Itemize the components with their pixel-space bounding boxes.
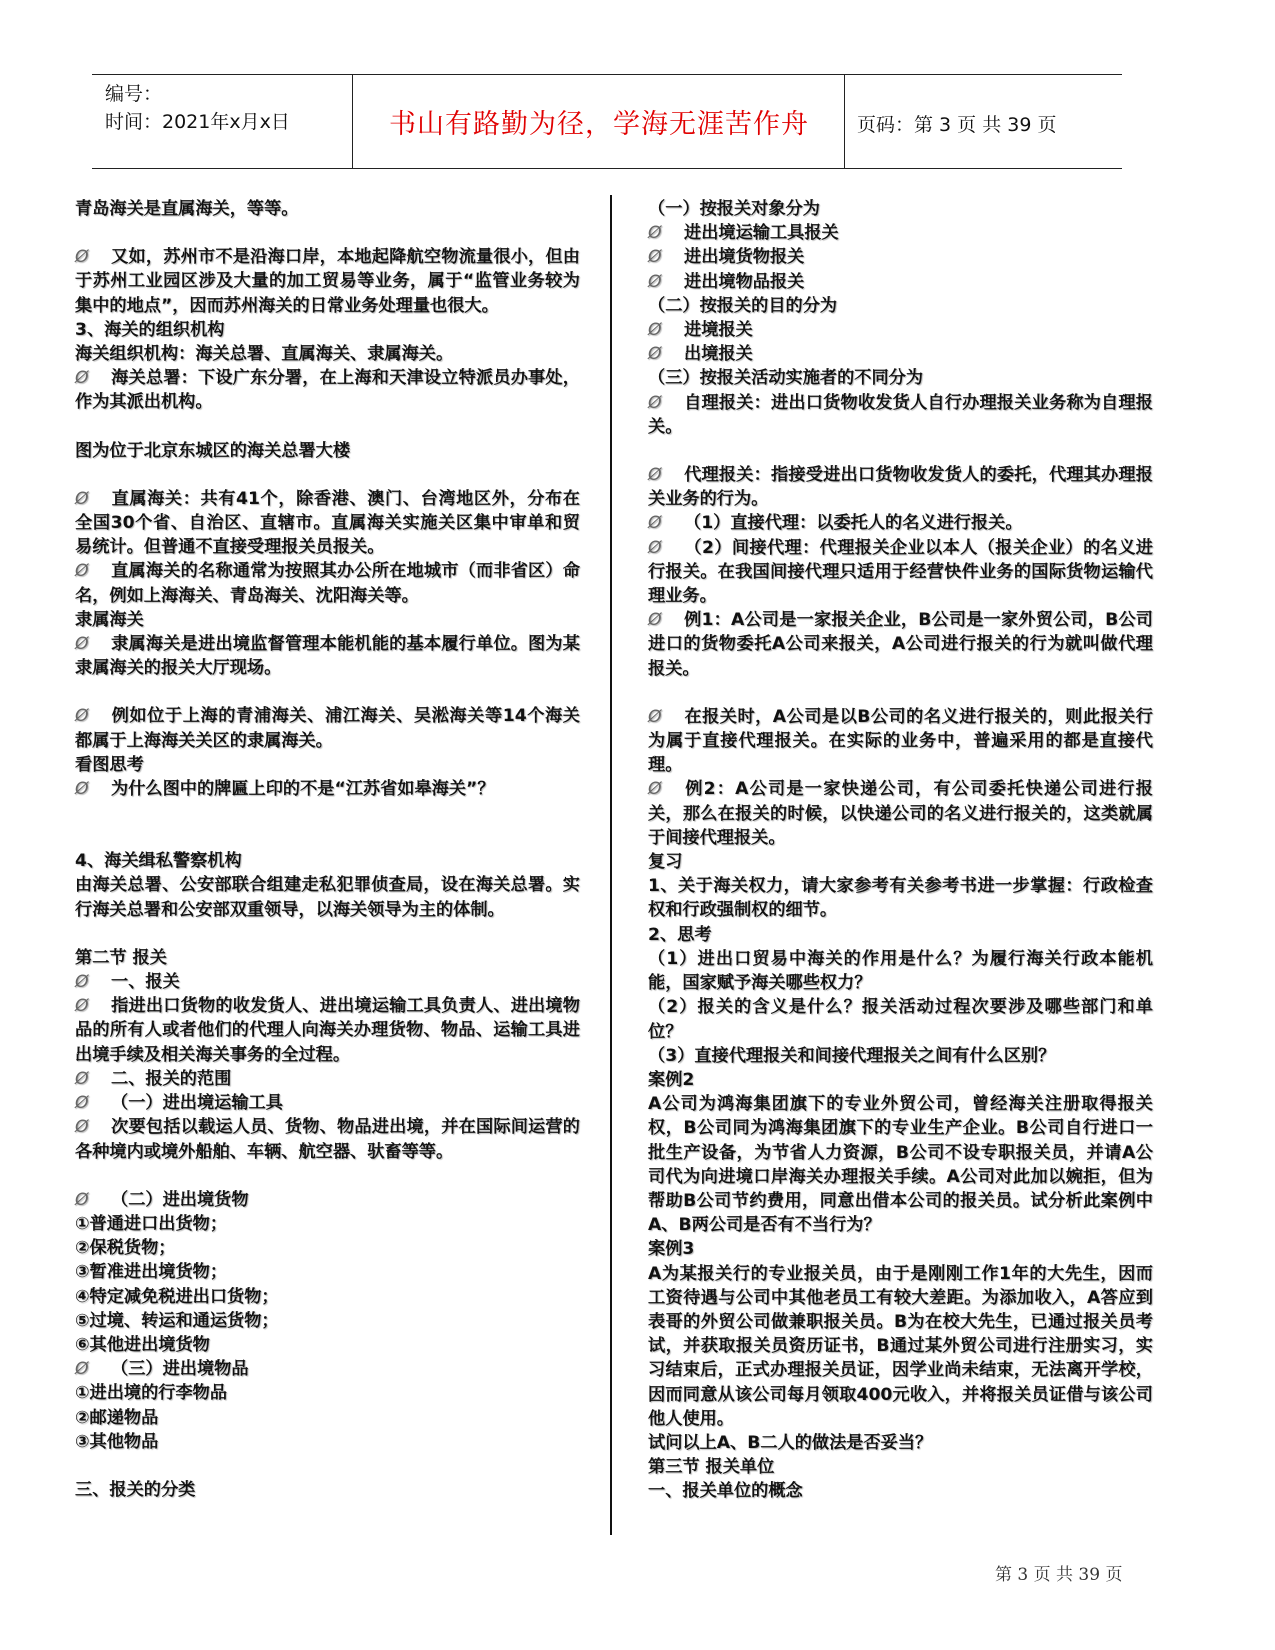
bullet-icon: Ø: [648, 271, 662, 292]
paragraph-text: 青岛海关是直属海关，等等。: [75, 199, 299, 219]
left-paragraph: [75, 849, 580, 873]
right-paragraph: [648, 681, 1153, 705]
bullet-icon: Ø: [75, 1117, 89, 1138]
right-paragraph: [648, 947, 1153, 995]
left-paragraph: [75, 245, 580, 318]
bullet-icon: Ø: [648, 392, 662, 413]
bullet-icon: Ø: [75, 561, 89, 582]
header-divider-left: [352, 75, 353, 168]
right-paragraph: [648, 705, 1153, 778]
right-paragraph: [648, 439, 1153, 463]
header-meta: [105, 80, 290, 136]
bullet-icon: Ø: [75, 368, 89, 389]
paragraph-text: （三）进出境物品: [111, 1359, 249, 1380]
paragraph-text: （一）按报关对象分为: [648, 199, 820, 219]
left-paragraph: [75, 1381, 580, 1405]
right-paragraph: [648, 463, 1153, 511]
left-paragraph: [75, 415, 580, 439]
paragraph-text: 例1：A公司是一家报关企业，B公司是一家外贸公司，B公司进口的货物委托A公司来报关，A公司进行报关的行为就叫做代理报关。: [648, 610, 1153, 679]
paragraph-text: 又如，苏州市不是沿海口岸，本地起降航空物流量很小，但由于苏州工业园区涉及大量的加工贸易等业务，属于“监管业务较为集中的地点”，因而苏州海关的日常业务处理量也很大。: [75, 247, 580, 316]
paragraph-text: 为什么图中的牌匾上印的不是“江苏省如皋海关”？: [111, 779, 495, 800]
right-paragraph: [648, 1044, 1153, 1068]
paragraph-text: （三）按报关活动实施者的不同分为: [648, 368, 924, 389]
paragraph-text: （2）间接代理：代理报关企业以本人（报关企业）的名义进行报关。在我国间接代理只适用于经营快件业务的国际货物运输代理业务。: [648, 537, 1153, 607]
left-paragraph: [75, 753, 580, 777]
paragraph-text: 在报关时，A公司是以B公司的名义进行报关的，则此报关行为属于直接代理报关。在实际的业务中，普遍采用的都是直接代理。: [648, 706, 1153, 776]
left-paragraph: [75, 1260, 580, 1284]
bullet-icon: Ø: [75, 972, 89, 993]
paragraph-text: 案例3: [648, 1239, 695, 1260]
bullet-icon: Ø: [648, 610, 662, 631]
left-paragraph: [75, 1478, 580, 1502]
paragraph-text: 海关组织机构：海关总署、直属海关、隶属海关。: [75, 344, 454, 365]
right-paragraph: [648, 995, 1153, 1043]
right-paragraph: [648, 221, 1153, 245]
left-paragraph: [75, 197, 580, 221]
paragraph-text: A公司为鸿海集团旗下的专业外贸公司，曾经海关注册取得报关权，B公司同为鸿海集团旗下的专业生产企业。B公司自行进口一批生产设备，为节省人力资源，B公司不设专职报关员，并请A公司代为向进境口岸海关办理报关手续。A公司对此加以婉拒，但为帮助B公司节约费用，同意出借本公司的报关员。试分析此案例中A、B两公司是否有不当行为？: [648, 1094, 1153, 1236]
bullet-icon: Ø: [648, 223, 662, 244]
paragraph-text: 出境报关: [684, 344, 753, 365]
paragraph-text: 代理报关：指接受进出口货物收发货人的委托，代理其办理报关业务的行为。: [648, 465, 1153, 510]
bullet-icon: Ø: [75, 996, 89, 1017]
paragraph-text: （1）进出口贸易中海关的作用是什么？为履行海关行政本能机能，国家赋予海关哪些权力？: [648, 948, 1153, 994]
bullet-icon: Ø: [648, 247, 662, 268]
paragraph-text: 2、思考: [648, 924, 712, 945]
bullet-icon: Ø: [648, 513, 662, 534]
paragraph-text: ③暂准进出境货物；: [75, 1262, 228, 1283]
header-time-label: 时间：2021年x月x日: [105, 111, 290, 133]
header-number-label: 编号：: [105, 83, 163, 105]
header-bottom-rule: [92, 168, 1122, 169]
left-paragraph: [75, 1357, 580, 1381]
left-paragraph: [75, 342, 580, 366]
bullet-icon: Ø: [648, 465, 662, 486]
paragraph-text: ①普通进口出货物；: [75, 1213, 228, 1234]
paragraph-text: 3、海关的组织机构: [75, 319, 225, 340]
paragraph-text: 案例2: [648, 1069, 695, 1090]
paragraph-text: 次要包括以载运人员、货物、物品进出境，并在国际间运营的各种境内或境外船舶、车辆、航空器、驮畜等等。: [75, 1117, 580, 1162]
left-paragraph: [75, 825, 580, 849]
left-paragraph: [75, 873, 580, 921]
paragraph-text: （一）进出境运输工具: [111, 1093, 283, 1114]
paragraph-text: 一、报关单位的概念: [648, 1481, 803, 1502]
bullet-icon: Ø: [75, 1189, 89, 1210]
left-paragraph: [75, 777, 580, 801]
left-paragraph: [75, 1430, 580, 1454]
paragraph-text: 进出境货物报关: [684, 247, 805, 268]
paragraph-text: 直属海关的名称通常为按照其办公所在地城市（而非省区）命名，例如上海海关、青岛海关、沈阳海关等。: [75, 561, 580, 606]
paragraph-text: 复习: [648, 852, 683, 873]
paragraph-text: 二、报关的范围: [111, 1068, 232, 1089]
paragraph-text: 由海关总署、公安部联合组建走私犯罪侦查局，设在海关总署。实行海关总署和公安部双重领导，以海关领导为主的体制。: [75, 875, 580, 920]
left-paragraph: [75, 1454, 580, 1478]
paragraph-text: ②保税货物；: [75, 1238, 176, 1259]
column-divider: [610, 195, 612, 1535]
left-paragraph: [75, 1236, 580, 1260]
right-paragraph: [648, 197, 1153, 221]
paragraph-text: 进出境运输工具报关: [684, 223, 839, 244]
left-paragraph: [75, 922, 580, 946]
right-paragraph: [648, 294, 1153, 318]
left-paragraph: [75, 1067, 580, 1091]
left-paragraph: [75, 704, 580, 752]
right-paragraph: [648, 1092, 1153, 1237]
paragraph-text: 三、报关的分类: [75, 1479, 196, 1500]
bullet-icon: Ø: [75, 1359, 89, 1380]
paragraph-text: ⑤过境、转运和通运货物；: [75, 1310, 279, 1331]
right-paragraph: [648, 511, 1153, 535]
paragraph-text: 一、报关: [111, 972, 180, 993]
paragraph-text: 例2：A公司是一家快递公司，有公司委托快递公司进行报关，那么在报关的时候，以快递公司的名义进行报关的，这类就属于间接代理报关。: [648, 779, 1153, 848]
right-paragraph: [648, 342, 1153, 366]
left-paragraph: [75, 221, 580, 245]
paragraph-text: 隶属海关是进出境监督管理本能机能的基本履行单位。图为某隶属海关的报关大厅现场。: [75, 634, 580, 679]
header-top-rule: [92, 74, 1122, 75]
paragraph-text: 1、关于海关权力，请大家参考有关参考书进一步掌握：行政检查权和行政强制权的细节。: [648, 876, 1153, 921]
right-paragraph: [648, 270, 1153, 294]
left-paragraph: [75, 463, 580, 487]
left-paragraph: [75, 632, 580, 680]
right-paragraph: [648, 777, 1153, 850]
left-paragraph: [75, 608, 580, 632]
page-footer: 第 3 页 共 39 页: [995, 1565, 1123, 1585]
left-paragraph: [75, 487, 580, 560]
left-paragraph: [75, 1309, 580, 1333]
paragraph-text: （2）报关的含义是什么？报关活动过程次要涉及哪些部门和单位？: [648, 997, 1153, 1042]
right-paragraph: [648, 245, 1153, 269]
paragraph-text: ④特定减免税进出口货物；: [75, 1286, 279, 1307]
paragraph-text: 海关总署：下设广东分署，在上海和天津设立特派员办事处，作为其派出机构。: [75, 368, 580, 413]
paragraph-text: 4、海关缉私警察机构: [75, 851, 242, 872]
left-paragraph: [75, 970, 580, 994]
paragraph-text: 图为位于北京东城区的海关总署大楼: [75, 440, 351, 461]
paragraph-text: 直属海关：共有41个，除香港、澳门、台湾地区外，分布在全国30个省、自治区、直辖市。直属海关实施关区集中审单和贸易统计。但普通不直接受理报关员报关。: [75, 488, 580, 558]
bullet-icon: Ø: [648, 537, 662, 558]
left-paragraph: [75, 1091, 580, 1115]
right-paragraph: [648, 1455, 1153, 1479]
bullet-icon: Ø: [648, 779, 662, 800]
left-paragraph: [75, 946, 580, 970]
bullet-icon: Ø: [648, 320, 662, 341]
right-paragraph: [648, 1237, 1153, 1261]
right-paragraph: [648, 923, 1153, 947]
right-paragraph: [648, 536, 1153, 609]
right-paragraph: [648, 391, 1153, 439]
left-paragraph: [75, 994, 580, 1067]
paragraph-text: ①进出境的行李物品: [75, 1383, 228, 1404]
paragraph-text: （二）按报关的目的分为: [648, 295, 838, 316]
bullet-icon: Ø: [75, 779, 89, 800]
right-column: [648, 197, 1153, 1504]
right-paragraph: [648, 850, 1153, 874]
paragraph-text: ⑥其他进出境货物: [75, 1334, 210, 1355]
paragraph-text: 看图思考: [75, 754, 144, 775]
left-paragraph: [75, 1188, 580, 1212]
header-page-label: 页码：第 3 页 共 39 页: [857, 114, 1057, 136]
left-paragraph: [75, 318, 580, 342]
left-paragraph: [75, 1333, 580, 1357]
left-paragraph: [75, 1285, 580, 1309]
paragraph-text: ③其他物品: [75, 1431, 159, 1452]
left-paragraph: [75, 439, 580, 463]
left-paragraph: [75, 366, 580, 414]
right-paragraph: [648, 874, 1153, 922]
paragraph-text: 进境报关: [684, 320, 753, 341]
paragraph-text: 第三节 报关单位: [648, 1457, 775, 1478]
right-paragraph: [648, 1262, 1153, 1431]
header-motto: 书山有路勤为径，学海无涯苦作舟: [389, 109, 809, 140]
paragraph-text: 自理报关：进出口货物收发货人自行办理报关业务称为自理报关。: [648, 392, 1153, 437]
paragraph-text: A为某报关行的专业报关员，由于是刚刚工作1年的大先生，因而工资待遇与公司中其他老员工有较大差距。为添加收入，A答应到表哥的外贸公司做兼职报关员。B为在校大先生，已通过报关员考试，并获取报关员资历证书，B通过某外贸公司进行注册实习，实习结束后，正式办理报关员证，因学业尚未结束，无法离开学校，因而同意从该公司每月领取400元收入，并将报关员证借与该公司他人使用。: [648, 1263, 1153, 1429]
right-paragraph: [648, 1068, 1153, 1092]
paragraph-text: （3）直接代理报关和间接代理报关之间有什么区别？: [648, 1045, 1056, 1066]
paragraph-text: ②邮递物品: [75, 1407, 159, 1428]
paragraph-text: 进出境物品报关: [684, 271, 805, 292]
bullet-icon: Ø: [75, 634, 89, 655]
bullet-icon: Ø: [648, 344, 662, 365]
paragraph-text: 试问以上A、B二人的做法是否妥当？: [648, 1432, 933, 1453]
bullet-icon: Ø: [75, 488, 89, 509]
paragraph-text: 例如位于上海的青浦海关、浦江海关、吴淞海关等14个海关都属于上海海关关区的隶属海关。: [75, 706, 580, 751]
right-paragraph: [648, 1479, 1153, 1503]
right-paragraph: [648, 1431, 1153, 1455]
bullet-icon: Ø: [75, 1093, 89, 1114]
paragraph-text: 指进出口货物的收发货人、进出境运输工具负责人、进出境物品的所有人或者他们的代理人向海关办理货物、物品、运输工具进出境手续及相关海关事务的全过程。: [75, 996, 580, 1065]
left-paragraph: [75, 1406, 580, 1430]
left-paragraph: [75, 1212, 580, 1236]
paragraph-text: （1）直接代理：以委托人的名义进行报关。: [684, 513, 1023, 534]
bullet-icon: Ø: [75, 247, 89, 268]
bullet-icon: Ø: [648, 706, 662, 727]
left-paragraph: [75, 801, 580, 825]
left-paragraph: [75, 1164, 580, 1188]
header-divider-right: [844, 75, 845, 168]
left-paragraph: [75, 1115, 580, 1163]
right-paragraph: [648, 318, 1153, 342]
right-paragraph: [648, 366, 1153, 390]
paragraph-text: （二）进出境货物: [111, 1189, 249, 1210]
bullet-icon: Ø: [75, 706, 89, 727]
left-paragraph: [75, 680, 580, 704]
paragraph-text: 第二节 报关: [75, 947, 167, 968]
left-column: [75, 197, 580, 1502]
left-paragraph: [75, 559, 580, 607]
paragraph-text: 隶属海关: [75, 609, 144, 630]
right-paragraph: [648, 608, 1153, 681]
bullet-icon: Ø: [75, 1068, 89, 1089]
